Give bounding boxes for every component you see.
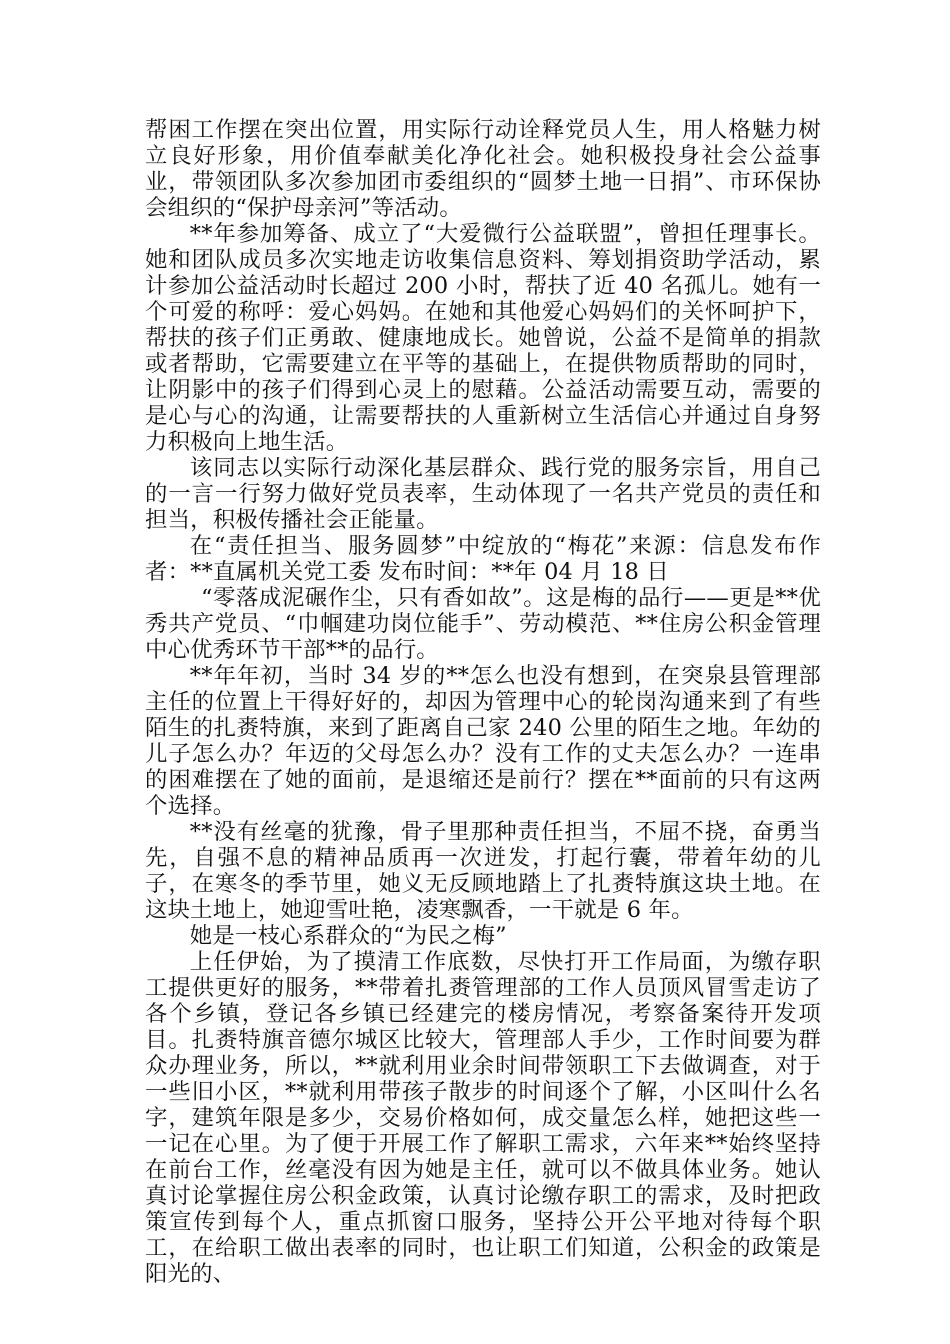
paragraph-5: **年年初，当时 34 岁的**怎么也没有想到，在突泉县管理部主任的位置上干得好好的，却因为管理中心的轮岗沟通来到了有些陌生的扎赉特旗，来到了距离自己家 240 公里的陌生之地。年幼的儿子怎么办？年迈的父母怎么办？没有工作的丈夫怎么办？一连串的困难摆在了她的面前，是退缩还是前行？摆在**面前的只有这两个选择。 [145, 663, 821, 819]
paragraph-2: **年参加筹备、成立了“大爱微行公益联盟”，曾担任理事长。她和团队成员多次实地走访收集信息资料、筹划捐资助学活动，累计参加公益活动时长超过 200 小时，帮扶了近 40 名孤儿。她有一个可爱的称呼：爱心妈妈。在她和其他爱心妈妈们的关怀呵护下，帮扶的孩子们正勇敢、健康地成长。她曾说，公益不是简单的捐款或者帮助，它需要建立在平等的基础上，在提供物质帮助的同时，让阴影中的孩子们得到心灵上的慰藉。公益活动需要互动，需要的是心与心的沟通，让需要帮扶的人重新树立生活信心并通过自身努力积极向上地生活。 [145, 221, 821, 455]
paragraph-3: 该同志以实际行动深化基层群众、践行党的服务宗旨，用自己的一言一行努力做好党员表率，生动体现了一名共产党员的责任和担当，积极传播社会正能量。 [145, 455, 821, 533]
paragraph-quote: “零落成泥碾作尘，只有香如故”。这是梅的品行——更是**优秀共产党员、“巾帼建功岗位能手”、劳动模范、**住房公积金管理中心优秀环节干部**的品行。 [145, 585, 821, 663]
document-body [145, 117, 821, 1287]
paragraph-8: 上任伊始，为了摸清工作底数，尽快打开工作局面，为缴存职工提供更好的服务，**带着扎赉管理部的工作人员顶风冒雪走访了各个乡镇，登记各乡镇已经建完的楼房情况，考察备案待开发项目。扎赉特旗音德尔城区比较大，管理部人手少，工作时间要为群众办理业务，所以，**就利用业余时间带领职工下去做调查，对于一些旧小区，**就利用带孩子散步的时间逐个了解，小区叫什么名字，建筑年限是多少，交易价格如何，成交量怎么样，她把这些一一记在心里。为了便于开展工作了解职工需求，六年来**始终坚持在前台工作，丝毫没有因为她是主任，就可以不做具体业务。她认真讨论掌握住房公积金政策，认真讨论缴存职工的需求，及时把政策宣传到每个人，重点抓窗口服务，坚持公开公平地对待每个职工，在给职工做出表率的同时，也让职工们知道，公积金的政策是阳光的、 [145, 949, 821, 1287]
article-source-line: 在“责任担当、服务圆梦”中绽放的“梅花”来源：信息发布作者：**直属机关党工委 发布时间：**年 04 月 18 日 [145, 533, 821, 585]
paragraph-1: 帮困工作摆在突出位置，用实际行动诠释党员人生，用人格魅力树立良好形象，用价值奉献美化净化社会。她积极投身社会公益事业，带领团队多次参加团市委组织的“圆梦土地一日捐”、市环保协会组织的“保护母亲河”等活动。 [145, 117, 821, 221]
paragraph-6: **没有丝毫的犹豫，骨子里那种责任担当，不屈不挠，奋勇当先，自强不息的精神品质再一次迸发，打起行囊，带着年幼的儿子，在寒冬的季节里，她义无反顾地踏上了扎赉特旗这块土地。在这块土地上，她迎雪吐艳，凌寒飘香，一干就是 6 年。 [145, 819, 821, 923]
section-heading: 她是一枝心系群众的“为民之梅” [189, 923, 507, 949]
